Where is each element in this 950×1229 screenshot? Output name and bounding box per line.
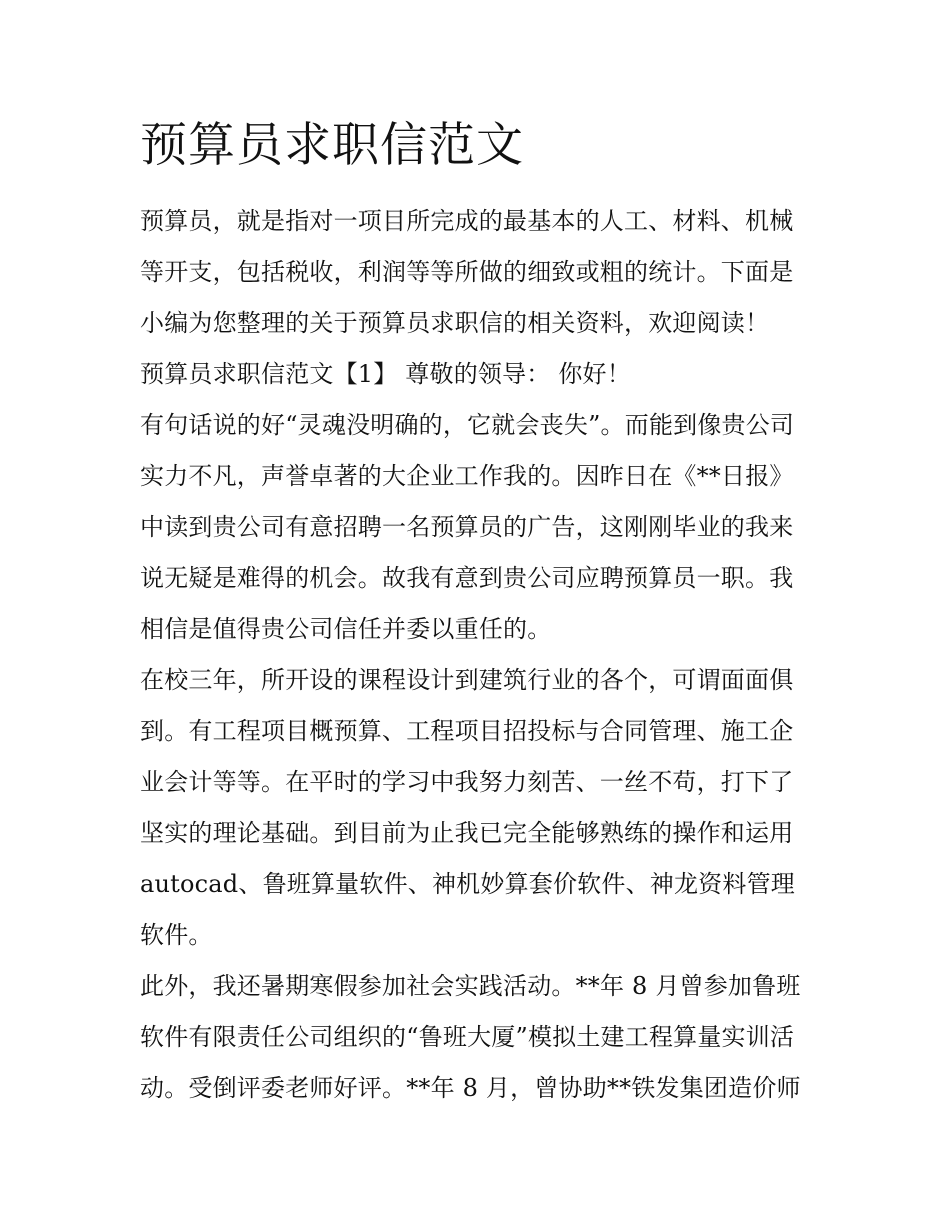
page-title: 预算员求职信范文 (140, 118, 524, 173)
body-line: 预算员求职信范文【1】 尊敬的领导： 你好！ (140, 360, 631, 388)
body-line: 此外，我还暑期寒假参加社会实践活动。**年 8 月曾参加鲁班 (140, 972, 801, 1000)
body-line: 实力不凡，声誉卓著的大企业工作我的。因昨日在《**日报》 (140, 462, 794, 490)
body-line: 在校三年，所开设的课程设计到建筑行业的各个，可谓面面俱 (140, 666, 794, 694)
body-line: 到。有工程项目概预算、工程项目招投标与合同管理、施工企 (140, 717, 794, 745)
body-line: 等开支，包括税收，利润等等所做的细致或粗的统计。下面是 (140, 258, 794, 286)
body-line: 相信是值得贵公司信任并委以重任的。 (140, 615, 552, 643)
body-line: 动。受倒评委老师好评。**年 8 月，曾协助**铁发集团造价师 (140, 1074, 801, 1102)
body-line: 有句话说的好“灵魂没明确的，它就会丧失”。而能到像贵公司 (140, 411, 795, 439)
body-line: 说无疑是难得的机会。故我有意到贵公司应聘预算员一职。我 (140, 564, 794, 592)
body-line: 软件。 (140, 921, 213, 949)
body-line: 预算员，就是指对一项目所完成的最基本的人工、材料、机械 (140, 207, 794, 235)
body-line: 坚实的理论基础。到目前为止我已完全能够熟练的操作和运用 (140, 819, 794, 847)
body-line: 中读到贵公司有意招聘一名预算员的广告，这刚刚毕业的我来 (140, 513, 794, 541)
body-line: 业会计等等。在平时的学习中我努力刻苦、一丝不苟，打下了 (140, 768, 794, 796)
body-line: autocad、鲁班算量软件、神机妙算套价软件、神龙资料管理 (140, 870, 795, 898)
body-line: 小编为您整理的关于预算员求职信的相关资料，欢迎阅读！ (140, 309, 770, 337)
body-line: 软件有限责任公司组织的“鲁班大厦”模拟土建工程算量实训活 (140, 1023, 795, 1051)
